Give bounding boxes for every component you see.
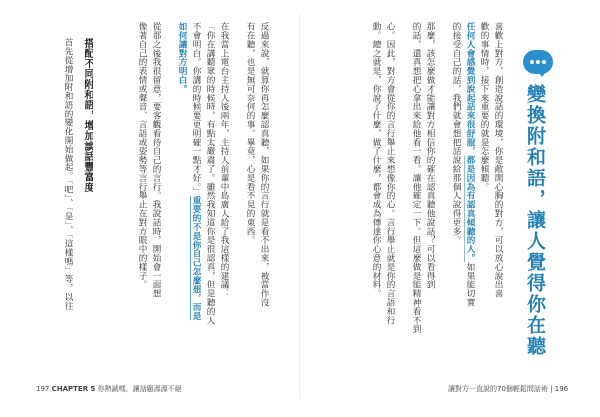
body-text: 不會明白。你講的時候要更明確一點才好。」 — [191, 22, 201, 196]
left-col-4: 「你在講聽眾的時候時，有點太嚴肅了。雖然我知道你是很認真，但是聽的人 — [205, 22, 215, 325]
left-footer — [36, 384, 182, 394]
right-col-8: 動。總之就是，你說了什麼，做了什麼，都會成為傳達你心意的材料。 — [371, 22, 381, 298]
body-text: 如果能切實 — [465, 262, 475, 307]
left-col-5 — [190, 22, 201, 374]
book-gutter — [299, 14, 301, 399]
right-col-7: 心。因此，對方會從你的言行舉止來想像你的心。言行舉止就是你的言語和行 — [385, 22, 395, 325]
highlight-text-underlined: 重要的不是你自己怎麼想，而是 — [191, 195, 201, 321]
speech-bubble-icon — [523, 50, 553, 74]
page-divider-icon: | — [550, 385, 553, 393]
left-col-9: 首先從增加附和語的變化開始做起。「吧」、「是」、「這樣嗎」等，以往 — [63, 38, 73, 311]
subsection-heading: 搭配不同附和語，增加談話豐富度 — [82, 38, 93, 193]
right-col-1: 喜歡上對方，創造說話的環境，你是敞開心胸的對方，可以放心說出喜 — [493, 22, 503, 298]
page-number: 197 — [36, 385, 50, 393]
section-title: 變換附和語，讓人覺得你在聽 — [524, 84, 546, 357]
highlight-text-underlined: 都是因為有認真傾聽的人。 — [465, 155, 475, 263]
left-col-3: 在我當上電台主持人後兩年，主持人前輩中島廣人給了我這樣的建議： — [219, 22, 229, 298]
right-col-4: 的接受自己的話，我們就會想把話說給那個人說得更多。 — [451, 22, 461, 245]
footer-title: 讓對方一直說的70個輕鬆問話術 — [448, 385, 548, 393]
right-col-5: 那麼，該怎麼做才能讓對方相信你的確在認真聽他說話？可以看得到 — [425, 22, 435, 289]
chapter-label: CHAPTER 5 — [51, 385, 96, 393]
left-col-2: 有在聽，也是無可奈何的事。畢竟，心是看不見的東西。 — [245, 22, 255, 245]
right-footer — [448, 384, 568, 394]
highlight-text: 任何人會感覺到說起話來很舒服， — [465, 22, 475, 156]
right-col-3 — [464, 22, 475, 374]
chapter-title: 你熱誠嗎，讓話題源源不絕 — [97, 385, 182, 393]
left-col-1: 反過來說，就算你再怎麼認真聽，如果你的言行就是看不出來，被當作沒 — [259, 22, 269, 307]
left-col-6: 如何讓對方明白。 — [177, 22, 187, 94]
left-col-7: 從那之後我很留意，要客觀看待自己的言行。我說話時，開始會一面想 — [151, 22, 161, 298]
right-col-6: 的話，還真想把心拿出來給他看一看。讓他確定一下。但這麼做是能精神看不到 — [411, 22, 421, 334]
left-col-8: 像著自己的表情或聲音、言語或姿勢等言行舉止在對方眼中的樣子。 — [137, 22, 147, 289]
page-number: 196 — [554, 385, 569, 393]
right-col-2: 歡的事情時，接下來重要的就是怎麼傾聽。 — [479, 22, 489, 192]
